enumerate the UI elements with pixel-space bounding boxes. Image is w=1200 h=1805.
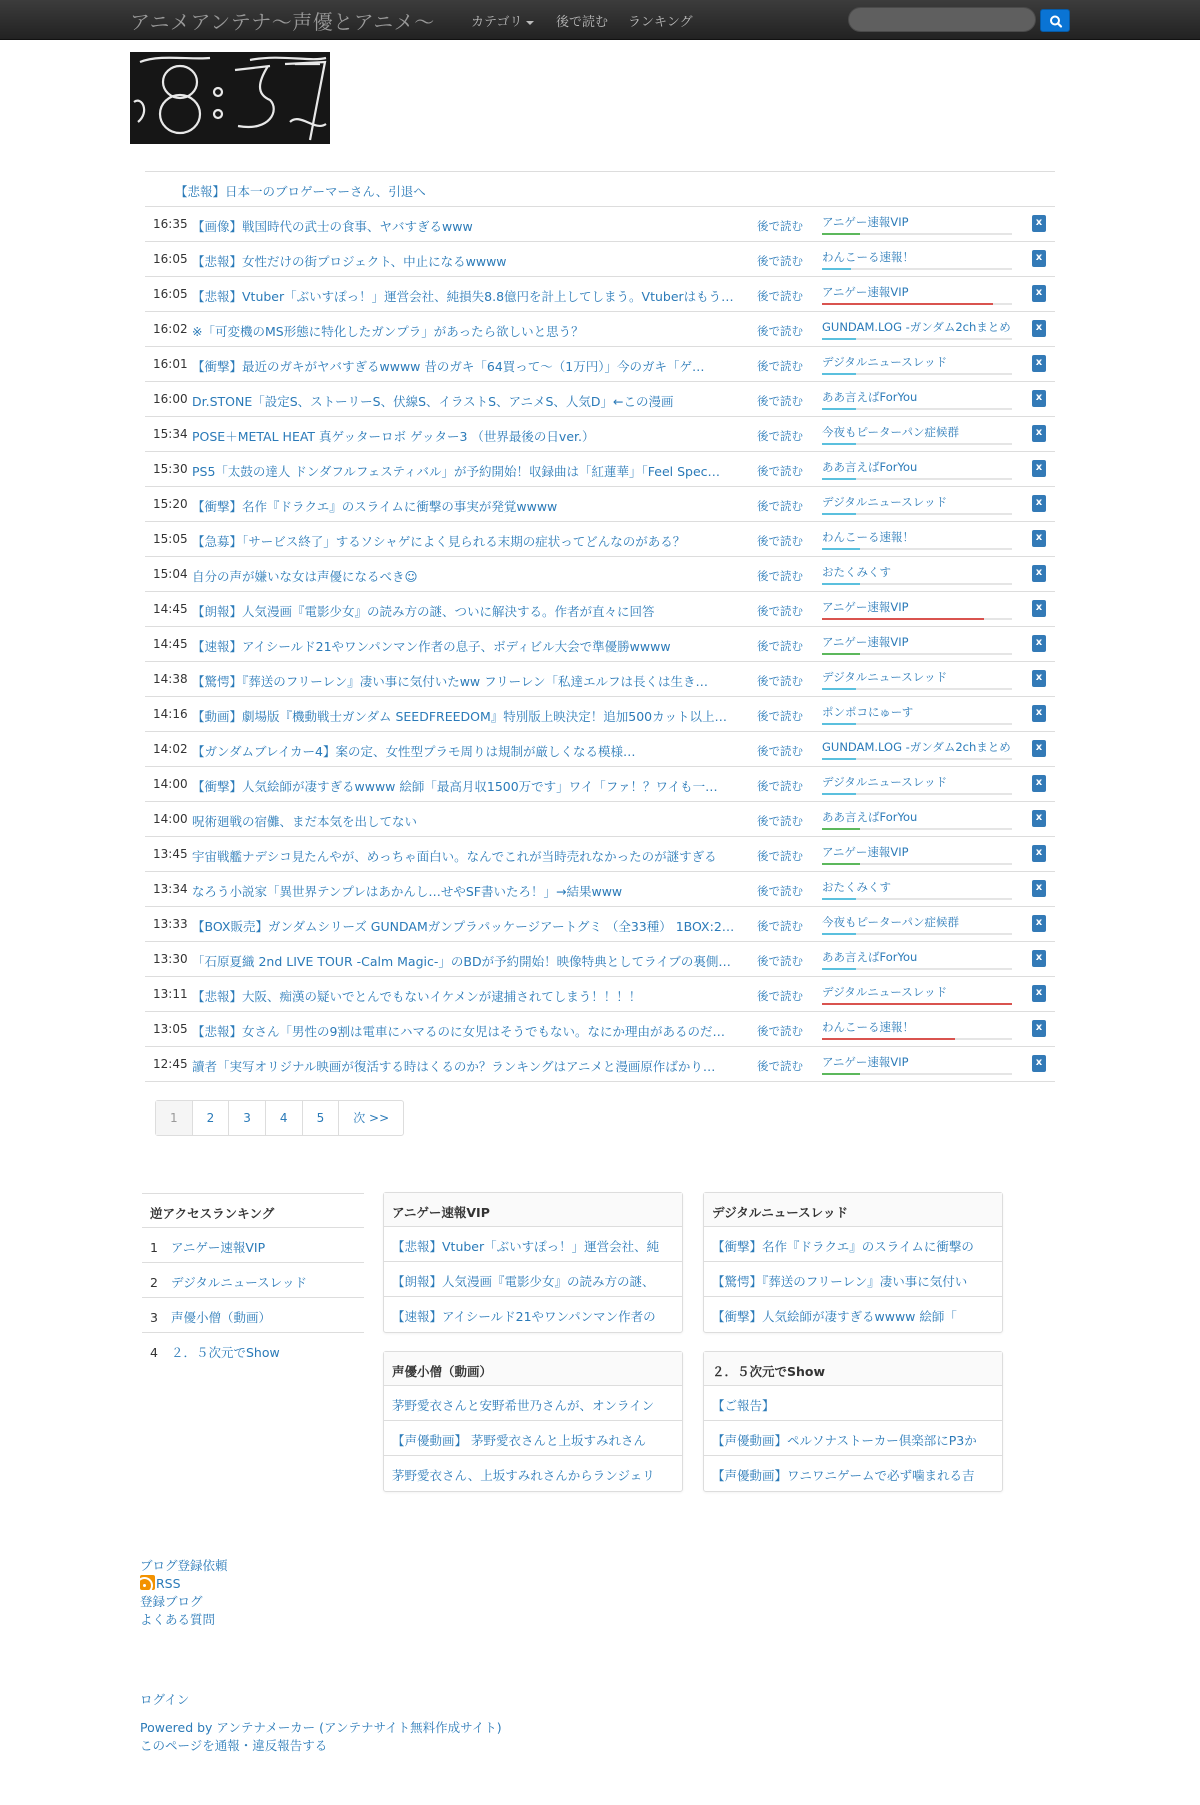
popularity-bar [822,408,1012,410]
article-title-link[interactable]: なろう小説家「異世界テンプレはあかんし…せやSF書いたろ！」→結果www [192,884,623,899]
close-icon[interactable]: x [1032,740,1046,757]
article-title-link[interactable]: Dr.STONE「設定S、ストーリーS、伏線S、イラストS、アニメS、人気D」←この漫画 [192,394,674,409]
read-later-button[interactable]: 後で読む [757,464,803,478]
article-row [145,662,1055,697]
article-row [145,872,1055,907]
popularity-bar [822,793,1012,795]
close-icon[interactable]: x [1032,250,1046,267]
source-blog-link[interactable]: GUNDAM.LOG -ガンダム2chまとめ [822,320,1011,334]
article-row [145,802,1055,837]
close-icon[interactable]: x [1032,915,1046,932]
search-button[interactable] [1040,9,1070,32]
blog-request-link[interactable]: ブログ登録依頼 [140,1558,228,1573]
close-icon[interactable]: x [1032,320,1046,337]
article-row [145,942,1055,977]
read-later-button[interactable]: 後で読む [757,394,803,408]
popularity-bar [822,303,1012,305]
article-row [145,837,1055,872]
article-time: 14:00 [153,777,188,791]
popularity-bar-fill [822,1038,955,1040]
close-icon[interactable]: x [1032,845,1046,862]
article-time: 13:45 [153,847,188,861]
popularity-bar [822,723,1012,725]
blog-panel [703,1351,1003,1492]
close-icon[interactable]: x [1032,1020,1046,1037]
blog-panel [383,1351,683,1492]
article-time: 16:02 [153,322,188,336]
popularity-bar-fill [822,1073,860,1075]
ranking-number: 4 [150,1345,158,1360]
source-blog-link[interactable]: おたくみくす [822,565,891,579]
read-later-button[interactable]: 後で読む [757,639,803,653]
article-row [145,907,1055,942]
source-blog-link[interactable]: 今夜もピーターパン症候群 [822,425,959,439]
source-blog-link[interactable]: デジタルニュースレッド [822,670,948,684]
source-blog-link[interactable]: アニゲー速報VIP [822,600,909,614]
reverse-access-ranking [142,1193,364,1368]
panel-article-link[interactable]: 【衝撃】人気絵師が凄すぎるwwww 絵師「 [712,1309,957,1324]
read-later-button[interactable]: 後で読む [757,884,803,898]
article-row [145,592,1055,627]
article-title-link[interactable]: 宇宙戦艦ナデシコ見たんやが、めっちゃ面白い。なんでこれが当時売れなかったのが謎すぎる [192,849,717,864]
panel-title[interactable]: アニゲー速報VIP [384,1193,682,1227]
close-icon[interactable]: x [1032,425,1046,442]
popularity-bar-fill [822,478,856,480]
source-blog-link[interactable]: おたくみくす [822,880,891,894]
read-later-button[interactable]: 後で読む [757,219,803,233]
close-icon[interactable]: x [1032,460,1046,477]
article-row [145,347,1055,382]
read-later-button[interactable]: 後で読む [757,814,803,828]
article-title-link[interactable]: 【速報】アイシールド21やワンパンマン作者の息子、ボディビル大会で準優勝wwww [192,639,671,654]
article-time: 13:34 [153,882,188,896]
article-title-link[interactable]: 【悲報】大阪、痴漢の疑いでとんでもないイケメンが逮捕されてしまう！！！！ [192,989,642,1004]
article-time: 14:16 [153,707,188,721]
article-title-link[interactable]: 【衝撃】名作『ドラクエ』のスライムに衝撃の事実が発覚wwww [192,499,558,514]
source-blog-link[interactable]: ああ言えばForYou [822,810,918,824]
popularity-bar [822,1038,1012,1040]
read-later-button[interactable]: 後で読む [757,954,803,968]
popularity-bar [822,758,1012,760]
report-link[interactable]: このページを通報・違反報告する [140,1738,328,1753]
read-later-button[interactable]: 後で読む [757,359,803,373]
article-title-link[interactable]: 呪術廻戦の宿儺、まだ本気を出してない [192,814,418,829]
panel-article-link[interactable]: 【衝撃】名作『ドラクエ』のスライムに衝撃の [704,1227,1002,1262]
rss-label: RSS [156,1576,181,1591]
article-title-link[interactable]: 讀者「実写オリジナル映画が復活する時はくるのか？ランキングはアニメと漫画原作ばかり… [192,1059,716,1074]
popularity-bar [822,898,1012,900]
panel-article-link[interactable]: 茅野愛衣さん、上坂すみれさんからランジェリ [392,1468,655,1483]
source-blog-link[interactable]: わんこーる速報！ [822,1020,914,1034]
source-blog-link[interactable]: デジタルニュースレッド [822,355,948,369]
close-icon[interactable]: x [1032,495,1046,512]
popularity-bar [822,513,1012,515]
popularity-bar [822,373,1012,375]
article-title-link[interactable]: 【動画】劇場版『機動戦士ガンダム SEEDFREEDOM』特別版上映決定！追加500カット以上… [192,709,727,724]
close-icon[interactable]: x [1032,1055,1046,1072]
article-time: 14:38 [153,672,188,686]
article-row [145,1012,1055,1047]
blog-panel [703,1192,1003,1333]
top-navbar [0,0,1200,40]
article-time: 14:00 [153,812,188,826]
read-later-button[interactable]: 後で読む [757,324,803,338]
read-later-button[interactable]: 後で読む [757,919,803,933]
close-icon[interactable]: x [1032,670,1046,687]
popularity-bar-fill [822,233,860,235]
pagination-page[interactable]: 1 [156,1101,193,1135]
footer-links [140,1557,228,1629]
nav-categories[interactable] [471,11,534,30]
panel-article-link[interactable]: 【声優動画】ペルソナストーカー倶楽部にP3か [704,1421,1002,1456]
read-later-button[interactable]: 後で読む [757,604,803,618]
source-blog-link[interactable]: わんこーる速報！ [822,250,914,264]
article-row [145,557,1055,592]
popularity-bar [822,478,1012,480]
close-icon[interactable]: x [1032,950,1046,967]
popularity-bar-fill [822,653,860,655]
read-later-button[interactable]: 後で読む [757,289,803,303]
ranking-number: 1 [150,1240,158,1255]
article-title-link[interactable]: 【衝撃】人気絵師が凄すぎるwwww 絵師「最高月収1500万です」ワイ「ファ！？ワイも一… [192,779,718,794]
popularity-bar [822,233,1012,235]
source-blog-link[interactable]: ああ言えばForYou [822,950,918,964]
ranking-title: 逆アクセスランキング [142,1193,364,1228]
read-later-button[interactable]: 後で読む [757,569,803,583]
popularity-bar-fill [822,513,856,515]
article-row [145,977,1055,1012]
article-time: 14:02 [153,742,188,756]
nav-ranking[interactable]: ランキング [628,15,693,30]
article-time: 16:00 [153,392,188,406]
source-blog-link[interactable]: アニゲー速報VIP [822,635,909,649]
popularity-bar [822,828,1012,830]
pinned-article [145,172,1055,207]
rss-icon [140,1575,155,1590]
rss-link[interactable] [140,1575,228,1593]
article-row [145,487,1055,522]
popularity-bar [822,933,1012,935]
ranking-row [142,1333,364,1368]
registered-blogs-link[interactable]: 登録ブログ [140,1594,203,1609]
article-time: 14:45 [153,602,188,616]
read-later-button[interactable]: 後で読む [757,989,803,1003]
article-time: 15:04 [153,567,188,581]
ranking-row [142,1228,364,1263]
popularity-bar-fill [822,758,856,760]
close-icon[interactable]: x [1032,355,1046,372]
panel-title[interactable]: デジタルニュースレッド [704,1193,1002,1227]
panel-article-link[interactable]: 【驚愕】『葬送のフリーレン』凄い事に気付い [704,1262,1002,1297]
blog-panel [383,1192,683,1333]
faq-link[interactable]: よくある質問 [140,1612,216,1627]
read-later-button[interactable]: 後で読む [757,744,803,758]
article-time: 13:30 [153,952,188,966]
site-logo-image[interactable] [130,52,330,144]
popularity-bar-fill [822,338,856,340]
article-title-link[interactable]: 【驚愕】『葬送のフリーレン』凄い事に気付いたww フリーレン「私達エルフは長くは生き… [192,674,709,689]
pagination-page[interactable]: 4 [266,1101,303,1135]
article-row [145,452,1055,487]
article-title-link[interactable]: ※「可変機のMS形態に特化したガンプラ」があったら欲しいと思う？ [192,324,584,339]
ranking-number: 3 [150,1310,158,1325]
close-icon[interactable]: x [1032,390,1046,407]
nav-read-later[interactable]: 後で読む [556,15,609,30]
read-later-button[interactable]: 後で読む [757,709,803,723]
article-title-link[interactable]: 【画像】戦国時代の武士の食事、ヤバすぎるwww [192,219,473,234]
popularity-bar-fill [822,828,860,830]
popularity-bar [822,1003,1012,1005]
popularity-bar [822,443,1012,445]
popularity-bar-fill [822,548,860,550]
popularity-bar-fill [822,373,856,375]
popularity-bar [822,548,1012,550]
article-title-link[interactable]: 自分の声が嫌いな女は声優になるべき☺ [192,569,418,584]
panel-article-link[interactable]: 【ご報告】 [704,1386,1002,1421]
popularity-bar-fill [822,443,856,445]
article-row [145,312,1055,347]
close-icon[interactable]: x [1032,810,1046,827]
panel-title[interactable]: ２．５次元でShow [704,1352,1002,1386]
article-title-link[interactable]: 【急募】「サービス終了」するソシャゲによく見られる末期の症状ってどんなのがある？ [192,534,686,549]
article-row [145,277,1055,312]
popularity-bar [822,863,1012,865]
footer-credits [140,1719,502,1755]
ranking-number: 2 [150,1275,158,1290]
close-icon[interactable]: x [1032,565,1046,582]
ranking-row [142,1298,364,1333]
read-later-button[interactable]: 後で読む [757,534,803,548]
close-icon[interactable]: x [1032,215,1046,232]
popularity-bar-fill [822,688,856,690]
popularity-bar-fill [822,1003,1012,1005]
close-icon[interactable]: x [1032,285,1046,302]
popularity-bar-fill [822,583,860,585]
article-time: 13:33 [153,917,188,931]
source-blog-link[interactable]: わんこーる速報！ [822,530,914,544]
pagination [155,1100,404,1136]
article-time: 16:05 [153,287,188,301]
article-time: 15:30 [153,462,188,476]
popularity-bar [822,338,1012,340]
article-time: 13:11 [153,987,188,1001]
panel-article-link[interactable]: 【朗報】人気漫画『電影少女』の読み方の謎、 [384,1262,682,1297]
popularity-bar [822,583,1012,585]
article-row [145,732,1055,767]
ranking-blog-link[interactable]: アニゲー速報VIP [171,1240,266,1255]
search-icon [1041,10,1071,33]
popularity-bar [822,268,1012,270]
panel-article-link[interactable]: 茅野愛衣さんと安野希世乃さんが、オンライン [384,1386,682,1421]
popularity-bar-fill [822,723,856,725]
article-title-link[interactable]: POSE＋METAL HEAT 真ゲッターロボ ゲッター3 （世界最後の日ver.） [192,429,595,444]
article-row [145,1047,1055,1082]
chevron-down-icon [526,21,534,25]
popularity-bar-fill [822,303,993,305]
article-row [145,767,1055,802]
source-blog-link[interactable]: ポンポコにゅーす [822,705,914,719]
article-row [145,417,1055,452]
popularity-bar-fill [822,863,860,865]
pagination-page[interactable]: 5 [303,1101,340,1135]
source-blog-link[interactable]: デジタルニュースレッド [822,775,948,789]
panel-title[interactable]: 声優小僧（動画） [384,1352,682,1386]
article-title-link[interactable]: 【悲報】女性だけの街プロジェクト、中止になるwwww [192,254,507,269]
source-blog-link[interactable]: デジタルニュースレッド [822,495,948,509]
close-icon[interactable]: x [1032,635,1046,652]
source-blog-link[interactable]: アニゲー速報VIP [822,845,909,859]
read-later-button[interactable]: 後で読む [757,254,803,268]
ranking-blog-link[interactable]: 声優小僧（動画） [171,1310,272,1325]
article-row [145,382,1055,417]
panel-article-link[interactable]: 【悲報】Vtuber「ぶいすぽっ！」運営会社、純 [384,1227,682,1262]
article-row [145,522,1055,557]
read-later-button[interactable]: 後で読む [757,674,803,688]
pinned-article-title[interactable]: 【悲報】日本一のブロゲーマーさん、引退へ [175,184,426,199]
close-icon[interactable]: x [1032,880,1046,897]
read-later-button[interactable]: 後で読む [757,499,803,513]
popularity-bar [822,688,1012,690]
read-later-button[interactable]: 後で読む [757,779,803,793]
popularity-bar [822,653,1012,655]
panel-article-link[interactable]: 【速報】アイシールド21やワンパンマン作者の [392,1309,656,1324]
article-title-link[interactable]: 【悲報】Vtuber「ぶいすぽっ！」運営会社、純損失8.8億円を計上してしまう。Vtuberはもう… [192,289,734,304]
popularity-bar-fill [822,793,856,795]
read-later-button[interactable]: 後で読む [757,1024,803,1038]
source-blog-link[interactable]: アニゲー速報VIP [822,1055,909,1069]
panel-article-link[interactable]: 【声優動画】ワニワニゲームで必ず噛まれる吉 [712,1468,975,1483]
ranking-blog-link[interactable]: デジタルニュースレッド [171,1275,308,1290]
close-icon[interactable]: x [1032,775,1046,792]
source-blog-link[interactable]: アニゲー速報VIP [822,215,909,229]
popularity-bar [822,968,1012,970]
popularity-bar [822,618,1012,620]
article-time: 12:45 [153,1057,188,1071]
article-time: 16:01 [153,357,188,371]
pagination-page[interactable]: 2 [193,1101,230,1135]
ranking-row [142,1263,364,1298]
article-row [145,697,1055,732]
article-time: 15:34 [153,427,188,441]
article-title-link[interactable]: 【ガンダムブレイカー4】案の定、女性型プラモ周りは規制が厳しくなる模様… [192,744,636,759]
article-title-link[interactable]: 【BOX販売】ガンダムシリーズ GUNDAMガンプラパッケージアートグミ （全33種） 1BOX:2… [192,919,735,934]
source-blog-link[interactable]: ああ言えばForYou [822,390,918,404]
read-later-button[interactable]: 後で読む [757,429,803,443]
article-time: 15:05 [153,532,188,546]
article-time: 13:05 [153,1022,188,1036]
login-link[interactable]: ログイン [140,1692,190,1707]
ranking-blog-link[interactable]: ２．５次元でShow [171,1345,280,1360]
pagination-page[interactable]: 3 [229,1101,266,1135]
source-blog-link[interactable]: デジタルニュースレッド [822,985,948,999]
popularity-bar-fill [822,268,851,270]
pagination-next[interactable]: 次 >> [353,1111,390,1125]
popularity-bar-fill [822,618,984,620]
article-title-link[interactable]: 【悲報】女さん「男性の9割は電車にハマるのに女児はそうでもない。なにか理由があるのだ… [192,1024,725,1039]
source-blog-link[interactable]: ああ言えばForYou [822,460,918,474]
close-icon[interactable]: x [1032,600,1046,617]
source-blog-link[interactable]: 今夜もピーターパン症候群 [822,915,959,929]
popularity-bar-fill [822,408,856,410]
source-blog-link[interactable]: GUNDAM.LOG -ガンダム2chまとめ [822,740,1011,754]
search-input[interactable] [848,7,1036,32]
close-icon[interactable]: x [1032,530,1046,547]
read-later-button[interactable]: 後で読む [757,1059,803,1073]
article-time: 16:35 [153,217,188,231]
article-title-link[interactable]: PS5「太鼓の達人 ドンダフルフェスティバル」が予約開始！収録曲は「紅蓮華」「Feel Spec… [192,464,721,479]
nav-categories-label: カテゴリ [471,15,523,30]
popularity-bar-fill [822,968,856,970]
site-brand[interactable]: アニメアンテナ〜声優とアニメ〜 [130,10,435,34]
article-time: 16:05 [153,252,188,266]
article-title-link[interactable]: 「石原夏織 2nd LIVE TOUR -Calm Magic-」のBDが予約開始！映像特典としてライブの裏側… [192,954,731,969]
powered-by-link[interactable]: Powered by アンテナメーカー (アンテナサイト無料作成サイト) [140,1720,502,1735]
close-icon[interactable]: x [1032,705,1046,722]
popularity-bar-fill [822,898,856,900]
panel-article-link[interactable]: 【声優動画】 茅野愛衣さんと上坂すみれさん [384,1421,682,1456]
source-blog-link[interactable]: アニゲー速報VIP [822,285,909,299]
article-row [145,242,1055,277]
article-title-link[interactable]: 【朗報】人気漫画『電影少女』の読み方の謎、ついに解決する。作者が直々に回答 [192,604,655,619]
article-title-link[interactable]: 【衝撃】最近のガキがヤバすぎるwwww 昔のガキ「64買って〜（1万円）」今のガキ「ゲ… [192,359,705,374]
read-later-button[interactable]: 後で読む [757,849,803,863]
article-time: 14:45 [153,637,188,651]
close-icon[interactable]: x [1032,985,1046,1002]
article-row [145,627,1055,662]
article-time: 15:20 [153,497,188,511]
article-row [145,207,1055,242]
popularity-bar-fill [822,933,856,935]
popularity-bar [822,1073,1012,1075]
